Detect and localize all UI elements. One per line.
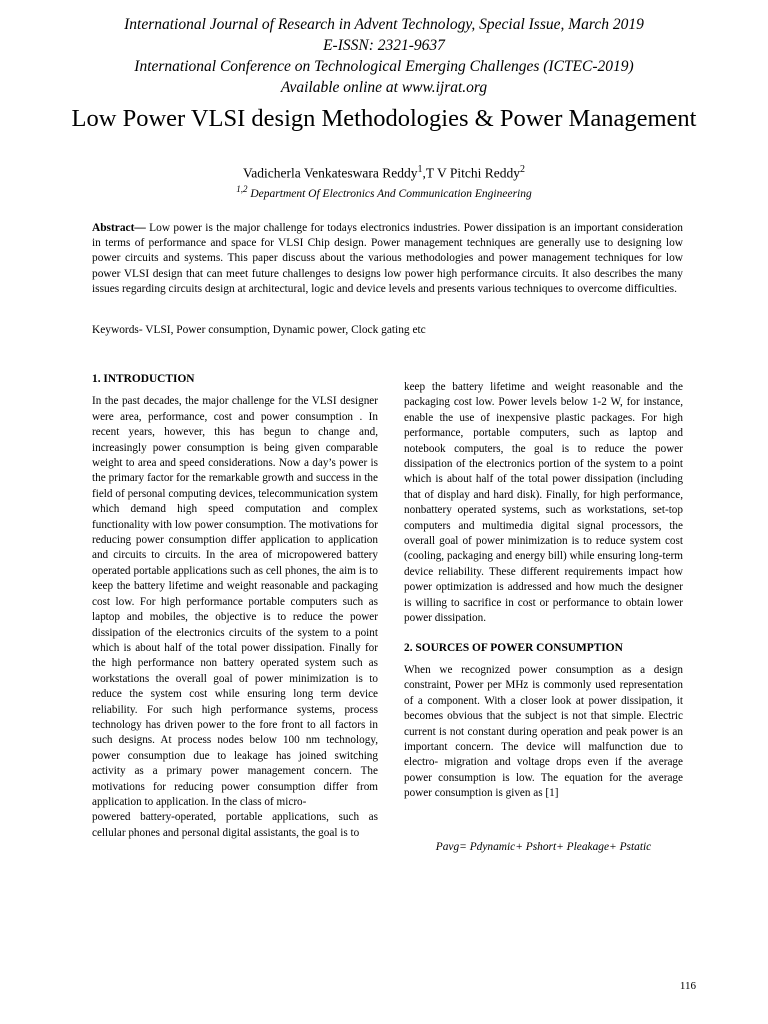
- author-list: [0, 161, 768, 183]
- journal-issn: E-ISSN: 2321-9637: [323, 37, 445, 54]
- introduction-paragraph-3: keep the battery lifetime and weight reasonable and the packaging cost low. Power levels below 1-2 W, for instance, enable the use of inexpensive plastic packages. For high performance, portable computers, such as laptop and notebook computers, the goal is to reduce the power dissipation of the electronics portion of the system to a point which is about half of the total power dissipation (including that of display and hard disk). Finally, for high performance, nonbattery operated systems, such as workstations, set-top computers and multimedia digital signal processors, the overall goal of power minimization is to reduce system cost (cooling, packaging and energy bill) while ensuring long-term device reliability. These different requirements impact how power optimization is addressed and how much the designer is willing to sacrifice in cost or performance to obtain lower power dissipation.: [404, 381, 683, 625]
- journal-website: Available online at www.ijrat.org: [280, 79, 488, 96]
- right-column: [404, 380, 683, 802]
- section-heading-introduction: 1. INTRODUCTION: [92, 373, 195, 385]
- journal-name: International Journal of Research in Advent Technology, Special Issue, March 2019: [124, 16, 644, 33]
- conference-name: International Conference on Technological Emerging Challenges (ICTEC-2019): [134, 58, 634, 75]
- abstract: [92, 221, 683, 297]
- author-1-affil-marker: 1: [417, 164, 423, 175]
- affiliation-marker: 1,2: [236, 184, 248, 194]
- journal-header: [0, 14, 768, 98]
- affiliation-text: Department Of Electronics And Communication Engineering: [250, 187, 532, 200]
- left-column: [92, 372, 378, 841]
- power-equation: Pavg= Pdynamic+ Pshort+ Pleakage+ Pstatic: [435, 841, 652, 853]
- affiliation: [0, 181, 768, 202]
- introduction-paragraph-1: In the past decades, the major challenge for the VLSI designer were area, performance, cost and power consumption . In recent years, however, this has begun to change and, increasingly power consumption is being given comparable weight to area and speed considerations. Now a day’s power is the primary factor for the remarkable growth and success in the field of personal computing devices, telecommunication system which demand high speed computation and complex functionality with low power consumption. The motivations for reducing power consumption differ application to application and circuits to circuits. In the area of micropowered battery operated portable applications such as cell phones, the aim is to keep the battery lifetime and weight reasonable and packaging cost low. For high performance portable computers such as laptop and mobiles, the objective is to reduce the power dissipation of the electronics circuits of the system to a point which is about half of the total power dissipation. Finally for the high performance non battery operated system such as workstations the overall goal of power minimization is to reduce the system cost while ensuring long term device reliability. For such high performance systems, process technology has driven power to the fore front to all factors in such designs. At process nodes below 100 nm technology, power consumption due to leakage has joined switching activity as a primary power management concern. The motivations for reducing power consumption differ from application to application. In the class of micro-: [92, 395, 378, 808]
- paper-title: Low Power VLSI design Methodologies & Power Management: [71, 105, 697, 132]
- author-2-affil-marker: 2: [519, 164, 525, 175]
- author-separator: ,: [422, 165, 426, 181]
- author-2: T V Pitchi Reddy: [425, 165, 520, 181]
- author-1: Vadicherla Venkateswara Reddy: [243, 165, 418, 181]
- abstract-text: Low power is the major challenge for todays electronics industries. Power dissipation is an important consideration in terms of performance and space for VLSI Chip design. Power management techniques are generally use to designing low power circuits and systems. This paper discuss about the various methodologies and power management techniques for low power VLSI design that can meet future challenges to designs low power high performance circuits. It also describes the many issues regarding circuits design at architectural, logic and device levels and presents various techniques to overcome difficulties.: [92, 222, 683, 295]
- sources-paragraph-1: When we recognized power consumption as a design constraint, Power per MHz is commonly used representation of a component. With a closer look at power dissipation, it becomes obvious that the subject is not that simple. Electric current is not constant during operation and peak power is an important concern. The device will malfunction due to electro- migration and voltage drops even if the average power consumption is low. The equation for the average power consumption is given as [1]: [404, 663, 683, 800]
- abstract-label: Abstract—: [92, 222, 146, 234]
- keywords: Keywords- VLSI, Power consumption, Dynamic power, Clock gating etc: [92, 324, 426, 336]
- section-heading-sources-of-power: 2. SOURCES OF POWER CONSUMPTION: [404, 641, 623, 654]
- page-number: 116: [679, 980, 696, 992]
- introduction-paragraph-2: powered battery-operated, portable applications, such as cellular phones and personal digital assistants, the goal is to: [92, 811, 378, 839]
